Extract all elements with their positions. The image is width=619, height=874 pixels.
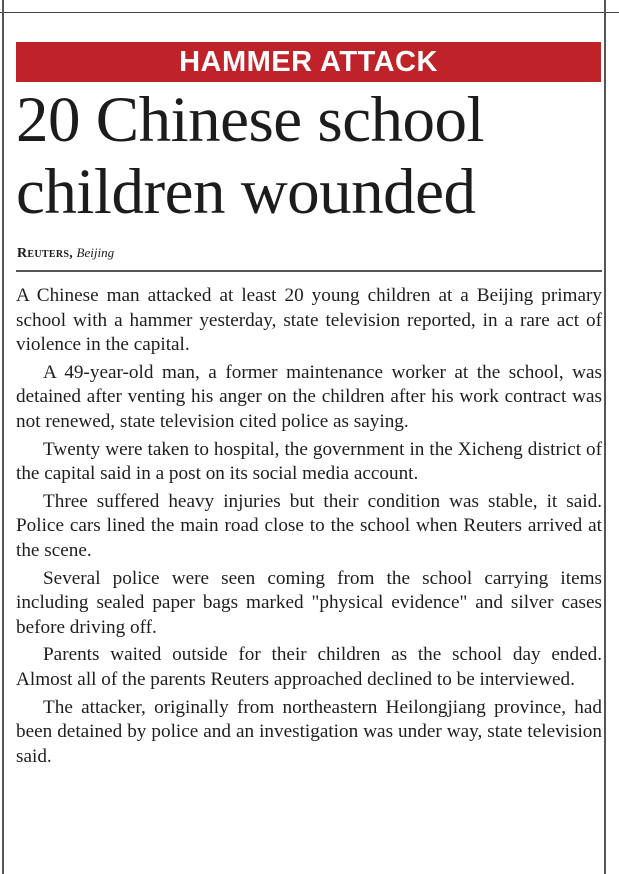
byline-agency: Reuters, (17, 246, 74, 261)
byline (17, 243, 114, 264)
article-body (16, 284, 602, 772)
byline-divider (16, 270, 602, 272)
section-kicker: HAMMER ATTACK (16, 42, 601, 82)
headline (16, 84, 606, 228)
article-paragraph: A 49-year-old man, a former maintenance worker at the school, was detained after venting his anger on the children after his work contract was not renewed, state television cited police as saying. (16, 361, 602, 432)
left-border (2, 0, 4, 874)
article-paragraph: Twenty were taken to hospital, the government in the Xicheng district of the capital said in a post on its social media account. (16, 438, 602, 485)
top-border (0, 0, 619, 13)
article-paragraph: The attacker, originally from northeastern Heilongjiang province, had been detained by police and an investigation was under way, state television said. (16, 696, 602, 767)
article-paragraph: Parents waited outside for their children as the school day ended. Almost all of the parents Reuters approached declined to be interviewed. (16, 644, 602, 690)
headline-line-1: 20 Chinese school (16, 84, 485, 156)
article-paragraph: Three suffered heavy injuries but their condition was stable, it said. Police cars lined the main road close to the school when Reuters arrived at the scene. (16, 490, 602, 561)
article-paragraph: A Chinese man attacked at least 20 young children at a Beijing primary school with a hammer yesterday, state television reported, in a rare act of violence in the capital. (16, 285, 602, 356)
byline-city: Beijing (76, 245, 115, 260)
headline-line-2: children wounded (16, 156, 476, 228)
article-paragraph: Several police were seen coming from the school carrying items including sealed paper bags marked "physical evidence" and silver cases before driving off. (16, 567, 602, 638)
